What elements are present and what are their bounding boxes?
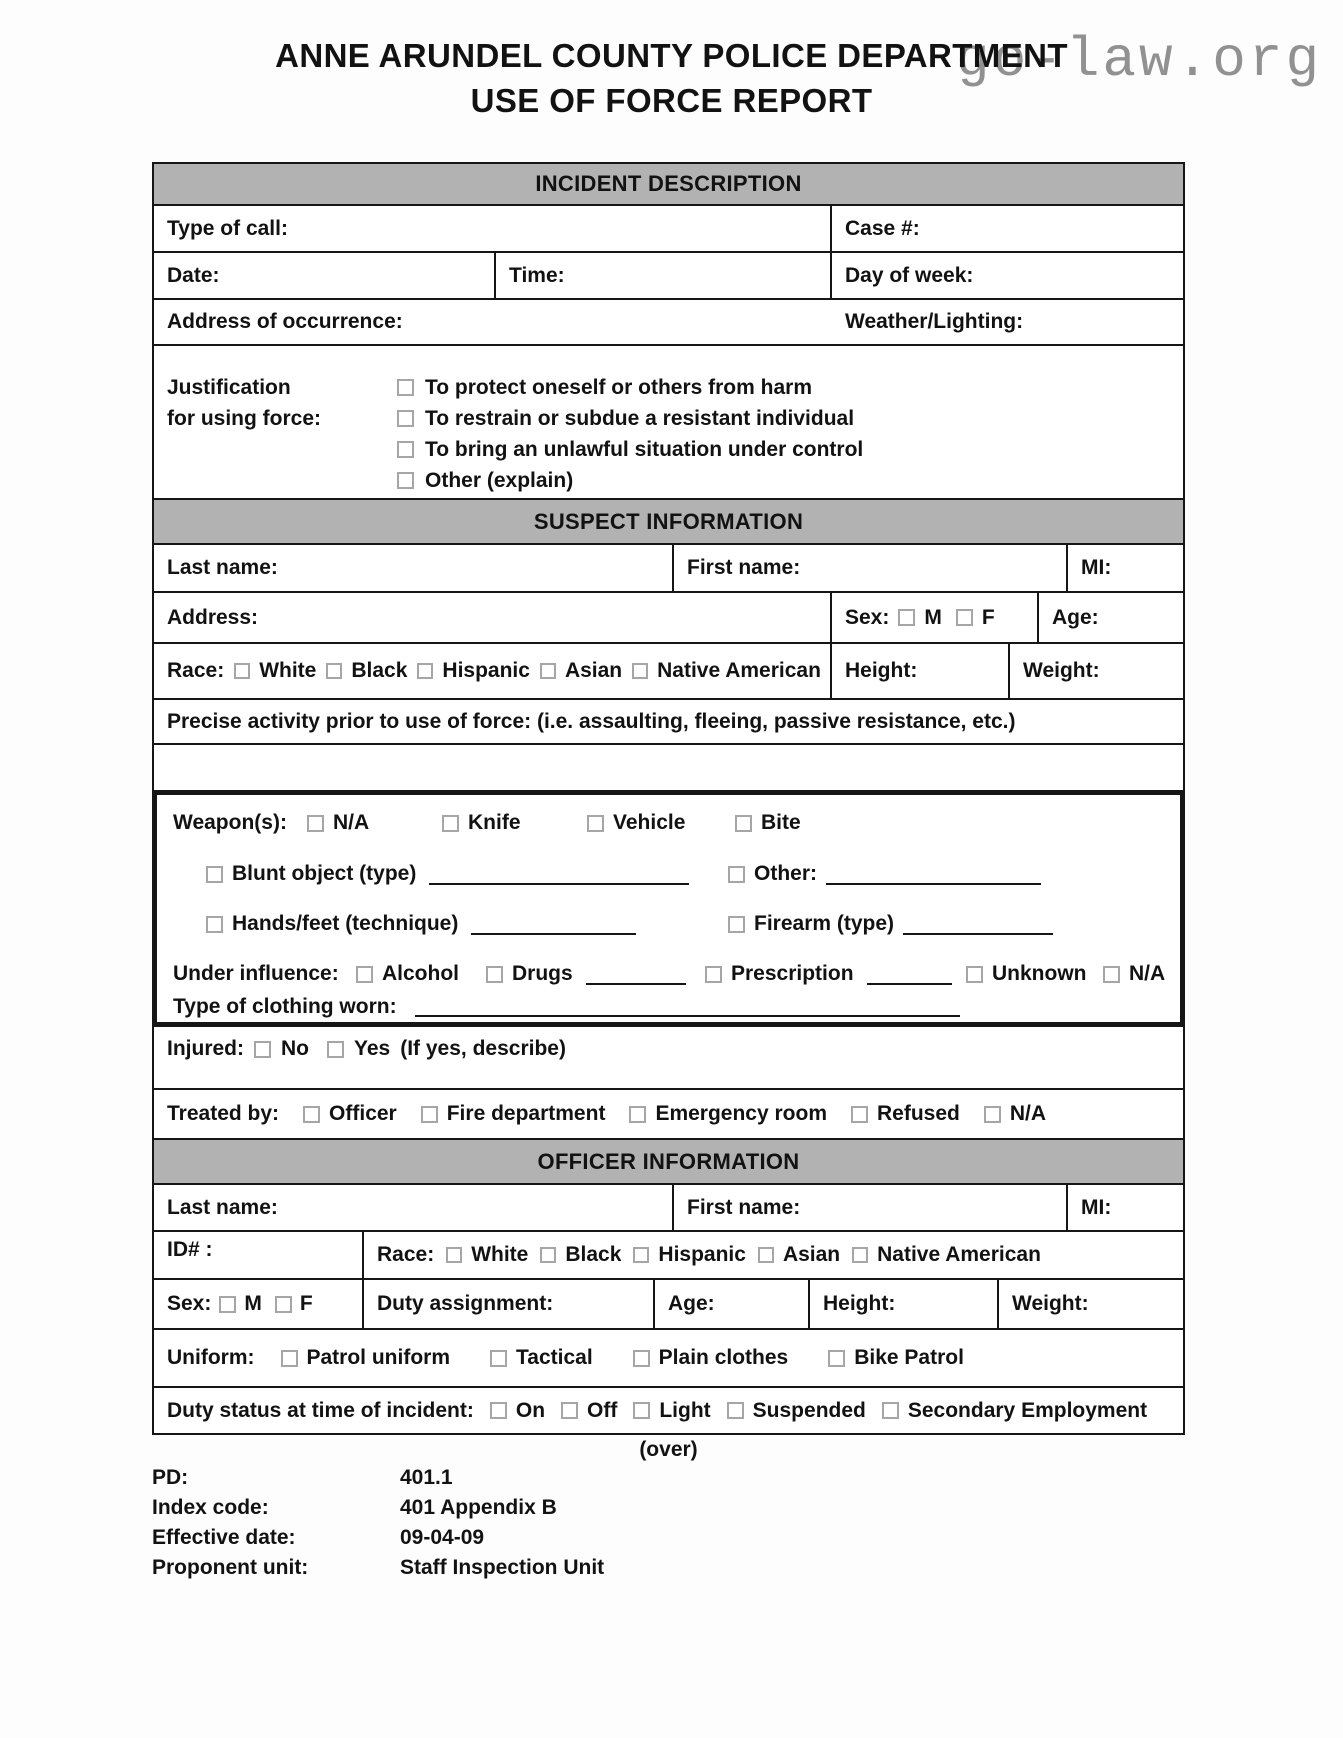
weapon-hands-technique-blank[interactable]	[471, 913, 636, 935]
suspect-race-asian-checkbox[interactable]	[540, 663, 556, 679]
treated-fire-department: Fire department	[421, 1102, 606, 1126]
suspect-race-native: Native American	[632, 659, 821, 683]
suspect-race-black: Black	[326, 659, 407, 683]
weapon-other-checkbox[interactable]	[728, 866, 745, 883]
row-treated-by	[152, 1090, 1185, 1140]
weapons-line-hands-firearm	[157, 912, 1180, 936]
weapon-knife: Knife	[442, 811, 521, 835]
suspect-race-white-checkbox[interactable]	[234, 663, 250, 679]
duty-status-on-checkbox[interactable]	[490, 1402, 507, 1419]
injured-field: Injured: No Yes (If yes, describe)	[167, 1037, 566, 1060]
influence-na-checkbox[interactable]	[1103, 966, 1120, 983]
page-title-line2: USE OF FORCE REPORT	[470, 82, 873, 119]
case-number-label: Case #:	[845, 216, 920, 240]
type-of-call-label: Type of call:	[167, 216, 288, 240]
suspect-sex-female-checkbox[interactable]	[956, 609, 973, 626]
suspect-race-asian: Asian	[540, 659, 622, 683]
uniform-label: Uniform:	[167, 1346, 255, 1369]
influence-alcohol: Alcohol	[356, 962, 459, 986]
uniform-plain-clothes-checkbox[interactable]	[633, 1350, 650, 1367]
influence-drugs-checkbox[interactable]	[486, 966, 503, 983]
officer-height-field[interactable]: Height:	[810, 1280, 999, 1328]
footer-row-pd: PD: 401.1	[152, 1466, 453, 1489]
officer-id-field[interactable]: ID# :	[154, 1232, 364, 1278]
suspect-last-name-field[interactable]: Last name:	[154, 545, 674, 591]
influence-unknown-checkbox[interactable]	[966, 966, 983, 983]
weapon-firearm-type-blank[interactable]	[903, 913, 1053, 935]
footer-row-proponent-unit: Proponent unit: Staff Inspection Unit	[152, 1556, 605, 1579]
suspect-mi-field[interactable]: MI:	[1081, 556, 1112, 579]
section-header-incident	[152, 162, 1185, 206]
treated-emergency-room-checkbox[interactable]	[629, 1106, 646, 1123]
justification-option-unlawful: To bring an unlawful situation under control	[397, 434, 863, 465]
row-suspect-name	[152, 545, 1185, 593]
section-header-incident-label: INCIDENT DESCRIPTION	[535, 171, 802, 196]
weapon-firearm: Firearm (type)	[728, 912, 1053, 936]
row-suspect-race	[152, 644, 1185, 700]
officer-first-name-field[interactable]: First name:	[674, 1185, 1068, 1230]
uniform-tactical: Tactical	[490, 1346, 593, 1370]
row-officer-id-race	[152, 1232, 1185, 1280]
weapons-line-main	[157, 811, 1180, 835]
row-officer-name	[152, 1185, 1185, 1232]
section-header-suspect-label: SUSPECT INFORMATION	[533, 508, 804, 534]
day-of-week-label: Day of week:	[845, 263, 974, 287]
under-influence-line	[157, 962, 1180, 986]
day-of-week-field[interactable]	[832, 253, 1183, 298]
weapon-hands: Hands/feet (technique)	[206, 912, 636, 936]
officer-race-hispanic-checkbox[interactable]	[633, 1247, 649, 1263]
influence-prescription-blank[interactable]	[867, 963, 952, 985]
uniform-patrol: Patrol uniform	[281, 1346, 451, 1370]
weather-lighting-label: Weather/Lighting:	[845, 310, 1024, 333]
time-label: Time:	[509, 263, 565, 287]
officer-age-field[interactable]: Age:	[655, 1280, 810, 1328]
uniform-tactical-checkbox[interactable]	[490, 1350, 507, 1367]
officer-race-black: Black	[540, 1243, 621, 1267]
clothing-label: Type of clothing worn:	[173, 995, 397, 1018]
weapon-bite-checkbox[interactable]	[735, 815, 752, 832]
officer-race-white-checkbox[interactable]	[446, 1247, 462, 1263]
justification-option-protect: To protect oneself or others from harm	[397, 372, 863, 403]
weapon-firearm-checkbox[interactable]	[728, 916, 745, 933]
weapon-knife-checkbox[interactable]	[442, 815, 459, 832]
duty-status-light: Light	[633, 1399, 710, 1423]
duty-status-off-checkbox[interactable]	[561, 1402, 578, 1419]
officer-race-native-checkbox[interactable]	[852, 1247, 868, 1263]
time-field[interactable]	[496, 253, 832, 298]
injured-label: Injured:	[167, 1037, 244, 1060]
uniform-bike-patrol: Bike Patrol	[828, 1346, 964, 1370]
suspect-race-black-checkbox[interactable]	[326, 663, 342, 679]
weapon-other-blank[interactable]	[826, 863, 1041, 885]
suspect-address-field[interactable]: Address:	[154, 593, 832, 642]
section-header-suspect	[152, 500, 1185, 545]
suspect-race-native-checkbox[interactable]	[632, 663, 648, 679]
duty-status-off: Off	[561, 1399, 617, 1423]
treated-by-label: Treated by:	[167, 1102, 280, 1125]
row-address-weather	[152, 300, 1185, 346]
influence-prescription: Prescription	[705, 962, 952, 986]
justification-options	[397, 346, 863, 498]
suspect-race-hispanic-checkbox[interactable]	[417, 663, 433, 679]
influence-alcohol-checkbox[interactable]	[356, 966, 373, 983]
weapons-line-blunt-other	[157, 862, 1180, 886]
treated-officer-checkbox[interactable]	[303, 1106, 320, 1123]
clothing-blank[interactable]	[415, 995, 960, 1017]
section-header-officer-label: OFFICER INFORMATION	[537, 1148, 800, 1174]
injured-no-checkbox[interactable]	[254, 1041, 271, 1058]
officer-sex-field: Sex: M F	[154, 1280, 364, 1328]
treated-by-field	[154, 1090, 1183, 1138]
officer-mi-field[interactable]: MI:	[1081, 1195, 1112, 1219]
treated-na-checkbox[interactable]	[984, 1106, 1001, 1123]
treated-emergency-room: Emergency room	[629, 1102, 827, 1126]
officer-sex-male-checkbox[interactable]	[219, 1296, 236, 1313]
over-note: (over)	[639, 1438, 698, 1461]
treated-fire-department-checkbox[interactable]	[421, 1106, 438, 1123]
duty-status-secondary: Secondary Employment	[882, 1399, 1147, 1423]
case-number-field[interactable]	[832, 206, 1183, 251]
treated-officer: Officer	[303, 1102, 397, 1126]
uniform-field	[154, 1330, 1183, 1386]
address-of-occurrence-label: Address of occurrence:	[167, 310, 403, 333]
uniform-plain-clothes: Plain clothes	[633, 1346, 789, 1370]
injured-yes-checkbox[interactable]	[327, 1041, 344, 1058]
section-header-officer	[152, 1140, 1185, 1185]
justification-option-other: Other (explain)	[397, 465, 863, 496]
justification-unlawful-checkbox[interactable]	[397, 441, 414, 458]
date-field[interactable]	[154, 253, 496, 298]
suspect-age-field[interactable]: Age:	[1052, 605, 1099, 629]
row-injured	[152, 1027, 1185, 1090]
uniform-bike-patrol-checkbox[interactable]	[828, 1350, 845, 1367]
row-precise-activity	[152, 700, 1185, 745]
treated-refused: Refused	[851, 1102, 960, 1126]
influence-drugs: Drugs	[486, 962, 686, 986]
influence-na: N/A	[1103, 962, 1165, 986]
officer-race-asian-checkbox[interactable]	[758, 1247, 774, 1263]
weapon-na: N/A	[307, 811, 369, 835]
uniform-patrol-checkbox[interactable]	[281, 1350, 298, 1367]
weapon-vehicle: Vehicle	[587, 811, 685, 835]
weapon-na-checkbox[interactable]	[307, 815, 324, 832]
page-title	[0, 33, 1343, 123]
weapon-vehicle-checkbox[interactable]	[587, 815, 604, 832]
weapon-other: Other:	[728, 862, 1041, 886]
row-type-of-call	[152, 206, 1185, 253]
suspect-race-hispanic: Hispanic	[417, 659, 530, 683]
footer-row-effective-date: Effective date: 09-04-09	[152, 1526, 485, 1549]
officer-race-hispanic: Hispanic	[633, 1243, 746, 1267]
officer-duty-assignment-field[interactable]: Duty assignment:	[364, 1280, 655, 1328]
justification-other-checkbox[interactable]	[397, 472, 414, 489]
officer-race-native: Native American	[852, 1243, 1041, 1267]
officer-last-name-field[interactable]: Last name:	[154, 1185, 674, 1230]
justification-label: Justification for using force:	[167, 376, 322, 430]
row-officer-details	[152, 1280, 1185, 1330]
weapon-bite: Bite	[735, 811, 801, 835]
duty-status-suspended-checkbox[interactable]	[727, 1402, 744, 1419]
influence-drugs-blank[interactable]	[586, 963, 686, 985]
suspect-weight-field[interactable]: Weight:	[1023, 659, 1100, 682]
justification-option-restrain: To restrain or subdue a resistant individual	[397, 403, 863, 434]
weapons-box	[152, 790, 1185, 1027]
officer-race-field: Race: White Black Hispanic Asian Native American	[377, 1243, 1041, 1266]
justification-restrain-checkbox[interactable]	[397, 410, 414, 427]
row-uniform	[152, 1330, 1185, 1388]
duty-status-on: On	[490, 1399, 545, 1423]
clothing-line	[157, 995, 1180, 1019]
weapon-blunt-type-blank[interactable]	[429, 863, 689, 885]
suspect-sex-male-checkbox[interactable]	[898, 609, 915, 626]
weapons-box-inner	[157, 795, 1180, 1022]
officer-weight-field[interactable]: Weight:	[1012, 1292, 1089, 1315]
duty-status-suspended: Suspended	[727, 1399, 866, 1423]
row-duty-status	[152, 1388, 1185, 1435]
suspect-race-white: White	[234, 659, 316, 683]
duty-status-light-checkbox[interactable]	[633, 1402, 650, 1419]
watermark: go-law.org	[956, 28, 1323, 92]
address-of-occurrence-field[interactable]	[154, 300, 1183, 344]
duty-status-label: Duty status at time of incident:	[167, 1398, 474, 1422]
officer-sex-female-checkbox[interactable]	[275, 1296, 292, 1313]
suspect-sex-field: Sex: M F	[832, 593, 1039, 642]
justification-protect-checkbox[interactable]	[397, 379, 414, 396]
row-precise-activity-blank[interactable]	[152, 745, 1185, 790]
precise-activity-label: Precise activity prior to use of force: (i.e. assaulting, fleeing, passive resistance, etc.)	[167, 709, 1016, 733]
page-title-line1: ANNE ARUNDEL COUNTY POLICE DEPARTMENT	[275, 37, 1068, 74]
duty-status-field	[154, 1388, 1183, 1433]
suspect-first-name-field[interactable]: First name:	[674, 545, 1068, 591]
injured-note: (If yes, describe)	[400, 1037, 566, 1060]
treated-na: N/A	[984, 1102, 1046, 1126]
suspect-race-field: Race: White Black Hispanic Asian Native American	[154, 644, 832, 698]
weapon-blunt-checkbox[interactable]	[206, 866, 223, 883]
weapon-blunt: Blunt object (type)	[206, 862, 689, 886]
officer-race-black-checkbox[interactable]	[540, 1247, 556, 1263]
influence-unknown: Unknown	[966, 962, 1087, 986]
footer-row-index-code: Index code: 401 Appendix B	[152, 1496, 557, 1519]
row-justification	[152, 346, 1185, 500]
suspect-height-field[interactable]: Height:	[832, 644, 1010, 698]
under-influence-label: Under influence:	[173, 962, 339, 985]
form-footer	[152, 1463, 604, 1583]
row-date-time-day	[152, 253, 1185, 300]
duty-status-secondary-checkbox[interactable]	[882, 1402, 899, 1419]
treated-refused-checkbox[interactable]	[851, 1106, 868, 1123]
weapons-label: Weapon(s):	[173, 811, 287, 834]
influence-prescription-checkbox[interactable]	[705, 966, 722, 983]
date-label: Date:	[167, 263, 220, 287]
weapon-hands-checkbox[interactable]	[206, 916, 223, 933]
type-of-call-field[interactable]	[154, 206, 832, 251]
officer-race-white: White	[446, 1243, 528, 1267]
officer-race-asian: Asian	[758, 1243, 840, 1267]
report-form	[152, 162, 1185, 1435]
row-suspect-address	[152, 593, 1185, 644]
